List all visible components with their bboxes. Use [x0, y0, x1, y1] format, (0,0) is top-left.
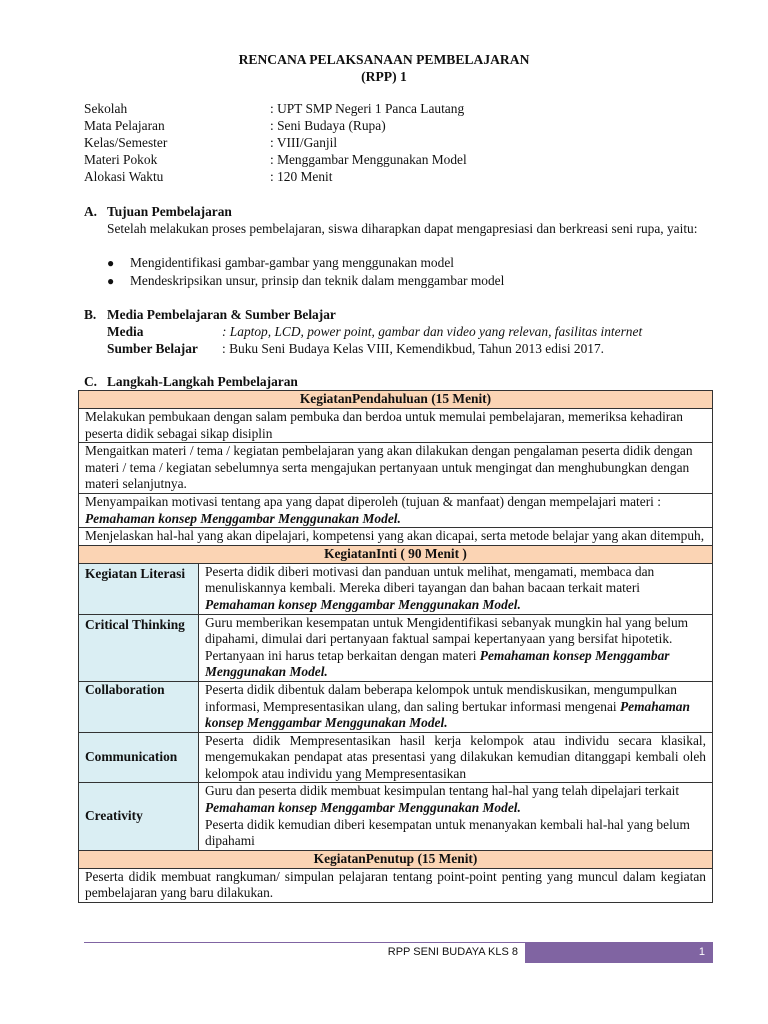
- activity-label: Communication: [79, 732, 199, 783]
- identity-value: : Seni Budaya (Rupa): [270, 118, 386, 133]
- cell-emphasis: Pemahaman konsep Menggambar Menggunakan Model.: [205, 698, 690, 731]
- media-value: : Laptop, LCD, power point, gambar dan video yang relevan, fasilitas internet: [222, 324, 643, 339]
- identity-row: [84, 169, 724, 186]
- table-cell: Menjelaskan hal-hal yang akan dipelajari, kompetensi yang akan dicapai, serta metode belajar yang akan ditempuh,: [79, 528, 713, 546]
- media-block: [107, 324, 719, 358]
- source-label: Sumber Belajar: [107, 341, 198, 356]
- cell-text: Peserta didik dibentuk dalam beberapa kelompok untuk mendiskusikan, mengumpulkan informasi, Mempresentasikan ulang, dan saling bertukar informasi mengenai: [205, 681, 677, 714]
- media-label: Media: [107, 324, 144, 339]
- table-cell: [199, 783, 713, 850]
- section-letter: C.: [84, 374, 98, 389]
- list-item-text: Mengidentifikasi gambar-gambar yang menggunakan model: [130, 255, 454, 270]
- table-row: [79, 783, 713, 850]
- table-row: [79, 681, 713, 732]
- table-cell: Mengaitkan materi / tema / kegiatan pembelajaran yang akan dilakukan dengan pengalaman peserta didik dengan materi / tema / kegiatan sebelumnya serta mengajukan pertanyaan untuk mengingat dan menghubungkan dengan materi selanjutnya.: [79, 443, 713, 494]
- table-row: [79, 850, 713, 868]
- cell-emphasis: Pemahaman konsep Menggambar Menggunakan Model.: [85, 510, 401, 526]
- table-row: [79, 614, 713, 681]
- table-row: [79, 443, 713, 494]
- learning-steps-table: [78, 390, 713, 903]
- section-title: Langkah-Langkah Pembelajaran: [107, 374, 298, 389]
- identity-key: Alokasi Waktu: [84, 169, 164, 184]
- identity-value: : VIII/Ganjil: [270, 135, 338, 150]
- media-row: [107, 324, 719, 341]
- identity-row: [84, 101, 724, 118]
- table-cell: [79, 493, 713, 527]
- cell-emphasis: Pemahaman konsep Menggambar Menggunakan Model.: [205, 647, 670, 680]
- identity-key: Kelas/Semester: [84, 135, 168, 150]
- bullet-icon: ●: [107, 256, 115, 270]
- identity-row: [84, 118, 724, 135]
- identity-key: Mata Pelajaran: [84, 118, 165, 133]
- table-row: [79, 563, 713, 614]
- identity-row: [84, 135, 724, 152]
- cell-text-continued: Peserta didik kemudian diberi kesempatan untuk menanyakan kembali hal-hal yang belum dipahami: [205, 816, 690, 849]
- identity-value: : Menggambar Menggunakan Model: [270, 152, 467, 167]
- section-title: Media Pembelajaran & Sumber Belajar: [107, 307, 336, 322]
- table-row: [79, 545, 713, 563]
- identity-value: : UPT SMP Negeri 1 Panca Lautang: [270, 101, 465, 116]
- cell-text: Guru memberikan kesempatan untuk Mengidentifikasi sebanyak mungkin hal yang belum dipahami, dimulai dari pertanyaan faktual sampai kepertanyaan yang bersifat hipotetik. Pertanyaan ini harus tetap berkaitan dengan materi: [205, 614, 689, 663]
- section-c-heading: [84, 374, 298, 391]
- document-title: RENCANA PELAKSANAAN PEMBELAJARAN: [238, 52, 530, 67]
- table-cell: [199, 681, 713, 732]
- cell-emphasis: Pemahaman konsep Menggambar Menggunakan Model.: [205, 800, 521, 816]
- activity-label: Creativity: [79, 783, 199, 850]
- section-b-heading: [84, 307, 336, 324]
- section-title: Tujuan Pembelajaran: [107, 204, 232, 219]
- objective-list: [107, 255, 717, 291]
- identity-block: [84, 101, 724, 186]
- list-item-text: Mendeskripsikan unsur, prinsip dan teknik dalam menggambar model: [130, 273, 505, 288]
- list-item: [107, 255, 717, 273]
- cell-text: Peserta didik diberi motivasi dan panduan untuk melihat, mengamati, membaca dan menuliskannya kembali. Mereka diberi tayangan dan bahan bacaan terkait materi: [205, 563, 655, 596]
- page-number: 1: [698, 946, 705, 958]
- activity-label: Kegiatan Literasi: [79, 563, 199, 614]
- document-subtitle: (RPP) 1: [361, 69, 407, 84]
- table-row: [79, 868, 713, 902]
- section-letter: B.: [84, 307, 97, 322]
- table-cell: Peserta didik membuat rangkuman/ simpulan pelajaran tentang point-point penting yang muncul dalam kegiatan pembelajaran yang baru dilakukan.: [79, 868, 713, 902]
- table-row: [79, 409, 713, 443]
- table-section-header: KegiatanInti ( 90 Menit ): [79, 545, 713, 563]
- section-a-intro: Setelah melakukan proses pembelajaran, siswa diharapkan dapat mengapresiasi dan berkreasi seni rupa, yaitu:: [107, 221, 698, 236]
- cell-text: Menyampaikan motivasi tentang apa yang dapat diperoleh (tujuan & manfaat) dengan mempelajari materi :: [85, 493, 661, 509]
- footer-label: RPP SENI BUDAYA KLS 8: [387, 946, 518, 958]
- page-number-badge: [525, 942, 713, 963]
- table-row: [79, 732, 713, 783]
- cell-text: Guru dan peserta didik membuat kesimpulan tentang hal-hal yang telah dipelajari terkait: [205, 783, 680, 799]
- source-row: [107, 341, 719, 358]
- identity-row: [84, 152, 724, 169]
- table-row: [79, 528, 713, 546]
- activity-label: Critical Thinking: [79, 614, 199, 681]
- table-section-header: KegiatanPenutup (15 Menit): [79, 850, 713, 868]
- list-item: [107, 273, 717, 291]
- table-cell: Melakukan pembukaan dengan salam pembuka dan berdoa untuk memulai pembelajaran, memeriksa kehadiran peserta didik sebagai sikap disiplin: [79, 409, 713, 443]
- table-row: [79, 493, 713, 527]
- bullet-icon: ●: [107, 274, 115, 288]
- identity-value: : 120 Menit: [270, 169, 333, 184]
- table-cell: [199, 563, 713, 614]
- table-cell: [199, 614, 713, 681]
- identity-key: Materi Pokok: [84, 152, 158, 167]
- section-a-heading: [84, 204, 232, 221]
- section-letter: A.: [84, 204, 98, 219]
- cell-emphasis: Pemahaman konsep Menggambar Menggunakan Model.: [205, 596, 521, 612]
- table-cell: Peserta didik Mempresentasikan hasil kerja kelompok atau individu secara klasikal, mengemukakan pendapat atas presentasi yang dilakukan kemudian ditanggapi kembali oleh kelompok atau individu yang Mempresentasikan: [199, 732, 713, 783]
- source-value: : Buku Seni Budaya Kelas VIII, Kemendikbud, Tahun 2013 edisi 2017.: [222, 341, 605, 356]
- table-section-header: KegiatanPendahuluan (15 Menit): [79, 391, 713, 409]
- identity-key: Sekolah: [84, 101, 128, 116]
- table-row: [79, 391, 713, 409]
- activity-label: Collaboration: [79, 681, 199, 732]
